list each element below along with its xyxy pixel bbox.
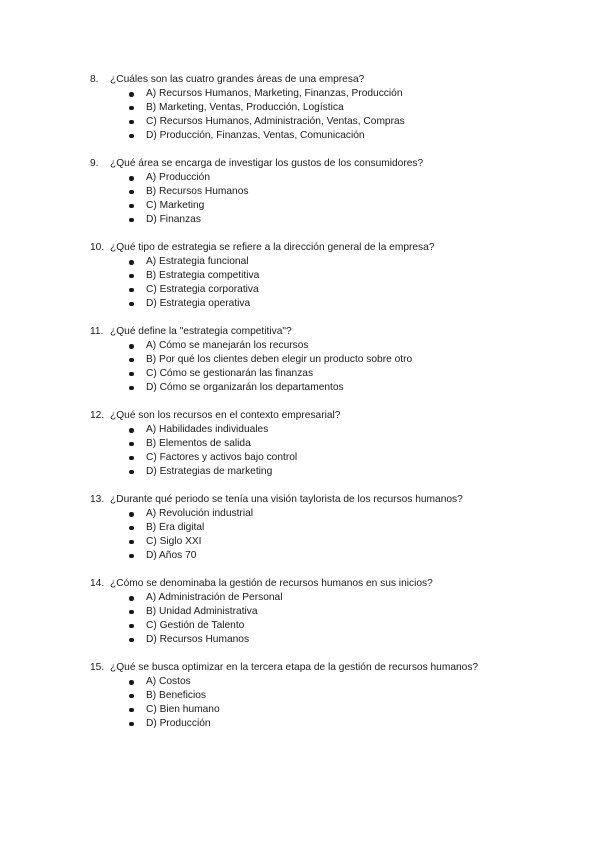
- list-item: [90, 521, 570, 535]
- bullet-icon: [129, 610, 134, 615]
- list-item: [90, 269, 570, 283]
- bullet-icon: [129, 540, 134, 545]
- question-text: ¿Qué tipo de estrategia se refiere a la dirección general de la empresa?: [110, 242, 435, 253]
- option-text: D) Producción, Finanzas, Ventas, Comunicación: [146, 129, 365, 141]
- bullet-icon: [129, 428, 134, 433]
- option-text: B) Por qué los clientes deben elegir un producto sobre otro: [146, 353, 413, 365]
- question-heading: [90, 409, 570, 423]
- question-9: [90, 157, 570, 227]
- question-number: 9.: [90, 158, 99, 169]
- bullet-icon: [129, 176, 134, 181]
- question-10: [90, 241, 570, 311]
- option-text: A) Costos: [146, 676, 191, 687]
- bullet-icon: [129, 624, 134, 629]
- bullet-icon: [129, 526, 134, 531]
- question-heading: [90, 73, 570, 87]
- list-item: [90, 619, 570, 633]
- options-list: [90, 423, 570, 479]
- bullet-icon: [129, 694, 134, 699]
- question-number: 15.: [90, 662, 105, 673]
- option-text: C) Marketing: [146, 199, 205, 211]
- question-heading: [90, 325, 570, 339]
- bullet-icon: [129, 120, 134, 125]
- list-item: [90, 101, 570, 115]
- option-text: C) Siglo XXI: [146, 535, 202, 547]
- question-number: 11.: [90, 326, 104, 337]
- options-list: [90, 171, 570, 227]
- question-number: 12.: [90, 410, 105, 421]
- option-text: D) Estrategia operativa: [146, 297, 251, 309]
- question-14: [90, 577, 570, 647]
- list-item: [90, 549, 570, 563]
- option-text: C) Bien humano: [146, 703, 220, 715]
- question-text: ¿Cómo se denominaba la gestión de recursos humanos en sus inicios?: [110, 578, 433, 589]
- list-item: [90, 283, 570, 297]
- bullet-icon: [129, 358, 134, 363]
- question-heading: [90, 577, 570, 591]
- list-item: [90, 199, 570, 213]
- bullet-icon: [129, 386, 134, 391]
- option-text: C) Estrategia corporativa: [146, 283, 259, 295]
- list-item: [90, 465, 570, 479]
- bullet-icon: [129, 456, 134, 461]
- bullet-icon: [129, 680, 134, 685]
- list-item: [90, 129, 570, 143]
- option-text: A) Cómo se manejarán los recursos: [146, 340, 309, 351]
- option-text: A) Estrategia funcional: [146, 256, 249, 267]
- list-item: [90, 185, 570, 199]
- list-item: [90, 717, 570, 731]
- options-list: [90, 591, 570, 647]
- list-item: [90, 115, 570, 129]
- option-text: B) Era digital: [146, 521, 205, 533]
- bullet-icon: [129, 92, 134, 97]
- option-text: B) Recursos Humanos: [146, 185, 249, 197]
- bullet-icon: [129, 288, 134, 293]
- question-heading: [90, 157, 570, 171]
- bullet-icon: [129, 218, 134, 223]
- question-number: 10.: [90, 242, 105, 253]
- option-text: D) Recursos Humanos: [146, 633, 250, 645]
- list-item: [90, 297, 570, 311]
- question-text: ¿Qué se busca optimizar en la tercera etapa de la gestión de recursos humanos?: [110, 662, 479, 673]
- question-12: [90, 409, 570, 479]
- option-text: D) Estrategias de marketing: [146, 465, 273, 477]
- question-number: 8.: [90, 74, 99, 85]
- question-text: ¿Qué área se encarga de investigar los gustos de los consumidores?: [110, 158, 424, 169]
- list-item: [90, 675, 570, 689]
- list-item: [90, 213, 570, 227]
- list-item: [90, 87, 570, 101]
- question-text: ¿Durante qué periodo se tenía una visión taylorista de los recursos humanos?: [110, 494, 463, 505]
- list-item: [90, 381, 570, 395]
- list-item: [90, 703, 570, 717]
- bullet-icon: [129, 554, 134, 559]
- option-text: D) Producción: [146, 717, 211, 729]
- option-text: D) Finanzas: [146, 213, 201, 225]
- option-text: B) Estrategia competitiva: [146, 269, 260, 281]
- list-item: [90, 437, 570, 451]
- option-text: A) Habilidades individuales: [146, 424, 269, 435]
- bullet-icon: [129, 190, 134, 195]
- list-item: [90, 367, 570, 381]
- question-11: [90, 325, 570, 395]
- question-number: 13.: [90, 494, 105, 505]
- bullet-icon: [129, 204, 134, 209]
- list-item: [90, 689, 570, 703]
- bullet-icon: [129, 722, 134, 727]
- list-item: [90, 339, 570, 353]
- bullet-icon: [129, 372, 134, 377]
- question-heading: [90, 241, 570, 255]
- question-13: [90, 493, 570, 563]
- list-item: [90, 633, 570, 647]
- question-number: 14.: [90, 578, 105, 589]
- bullet-icon: [129, 106, 134, 111]
- bullet-icon: [129, 470, 134, 475]
- bullet-icon: [129, 274, 134, 279]
- bullet-icon: [129, 344, 134, 349]
- option-text: D) Años 70: [146, 549, 197, 561]
- question-heading: [90, 493, 570, 507]
- options-list: [90, 675, 570, 731]
- options-list: [90, 339, 570, 395]
- option-text: A) Revolución industrial: [146, 508, 254, 519]
- options-list: [90, 507, 570, 563]
- bullet-icon: [129, 638, 134, 643]
- option-text: A) Producción: [146, 172, 210, 183]
- bullet-icon: [129, 512, 134, 517]
- option-text: C) Recursos Humanos, Administración, Ventas, Compras: [146, 115, 405, 127]
- list-item: [90, 171, 570, 185]
- bullet-icon: [129, 302, 134, 307]
- question-text: ¿Qué son los recursos en el contexto empresarial?: [110, 410, 341, 421]
- option-text: C) Cómo se gestionarán las finanzas: [146, 367, 314, 379]
- option-text: B) Beneficios: [146, 689, 207, 701]
- bullet-icon: [129, 260, 134, 265]
- option-text: B) Marketing, Ventas, Producción, Logística: [146, 101, 344, 113]
- option-text: B) Elementos de salida: [146, 437, 251, 449]
- list-item: [90, 591, 570, 605]
- option-text: A) Recursos Humanos, Marketing, Finanzas, Producción: [146, 88, 403, 99]
- options-list: [90, 255, 570, 311]
- bullet-icon: [129, 134, 134, 139]
- bullet-icon: [129, 442, 134, 447]
- question-15: [90, 661, 570, 731]
- question-8: [90, 73, 570, 143]
- question-text: ¿Cuáles son las cuatro grandes áreas de una empresa?: [110, 74, 365, 85]
- bullet-icon: [129, 708, 134, 713]
- list-item: [90, 451, 570, 465]
- options-list: [90, 87, 570, 143]
- option-text: A) Administración de Personal: [146, 592, 283, 603]
- bullet-icon: [129, 596, 134, 601]
- question-heading: [90, 661, 570, 675]
- question-text: ¿Qué define la "estrategia competitiva"?: [110, 326, 292, 337]
- option-text: D) Cómo se organizarán los departamentos: [146, 381, 344, 393]
- list-item: [90, 423, 570, 437]
- list-item: [90, 255, 570, 269]
- list-item: [90, 535, 570, 549]
- list-item: [90, 507, 570, 521]
- option-text: B) Unidad Administrativa: [146, 605, 258, 617]
- option-text: C) Factores y activos bajo control: [146, 451, 298, 463]
- list-item: [90, 605, 570, 619]
- option-text: C) Gestión de Talento: [146, 619, 245, 631]
- list-item: [90, 353, 570, 367]
